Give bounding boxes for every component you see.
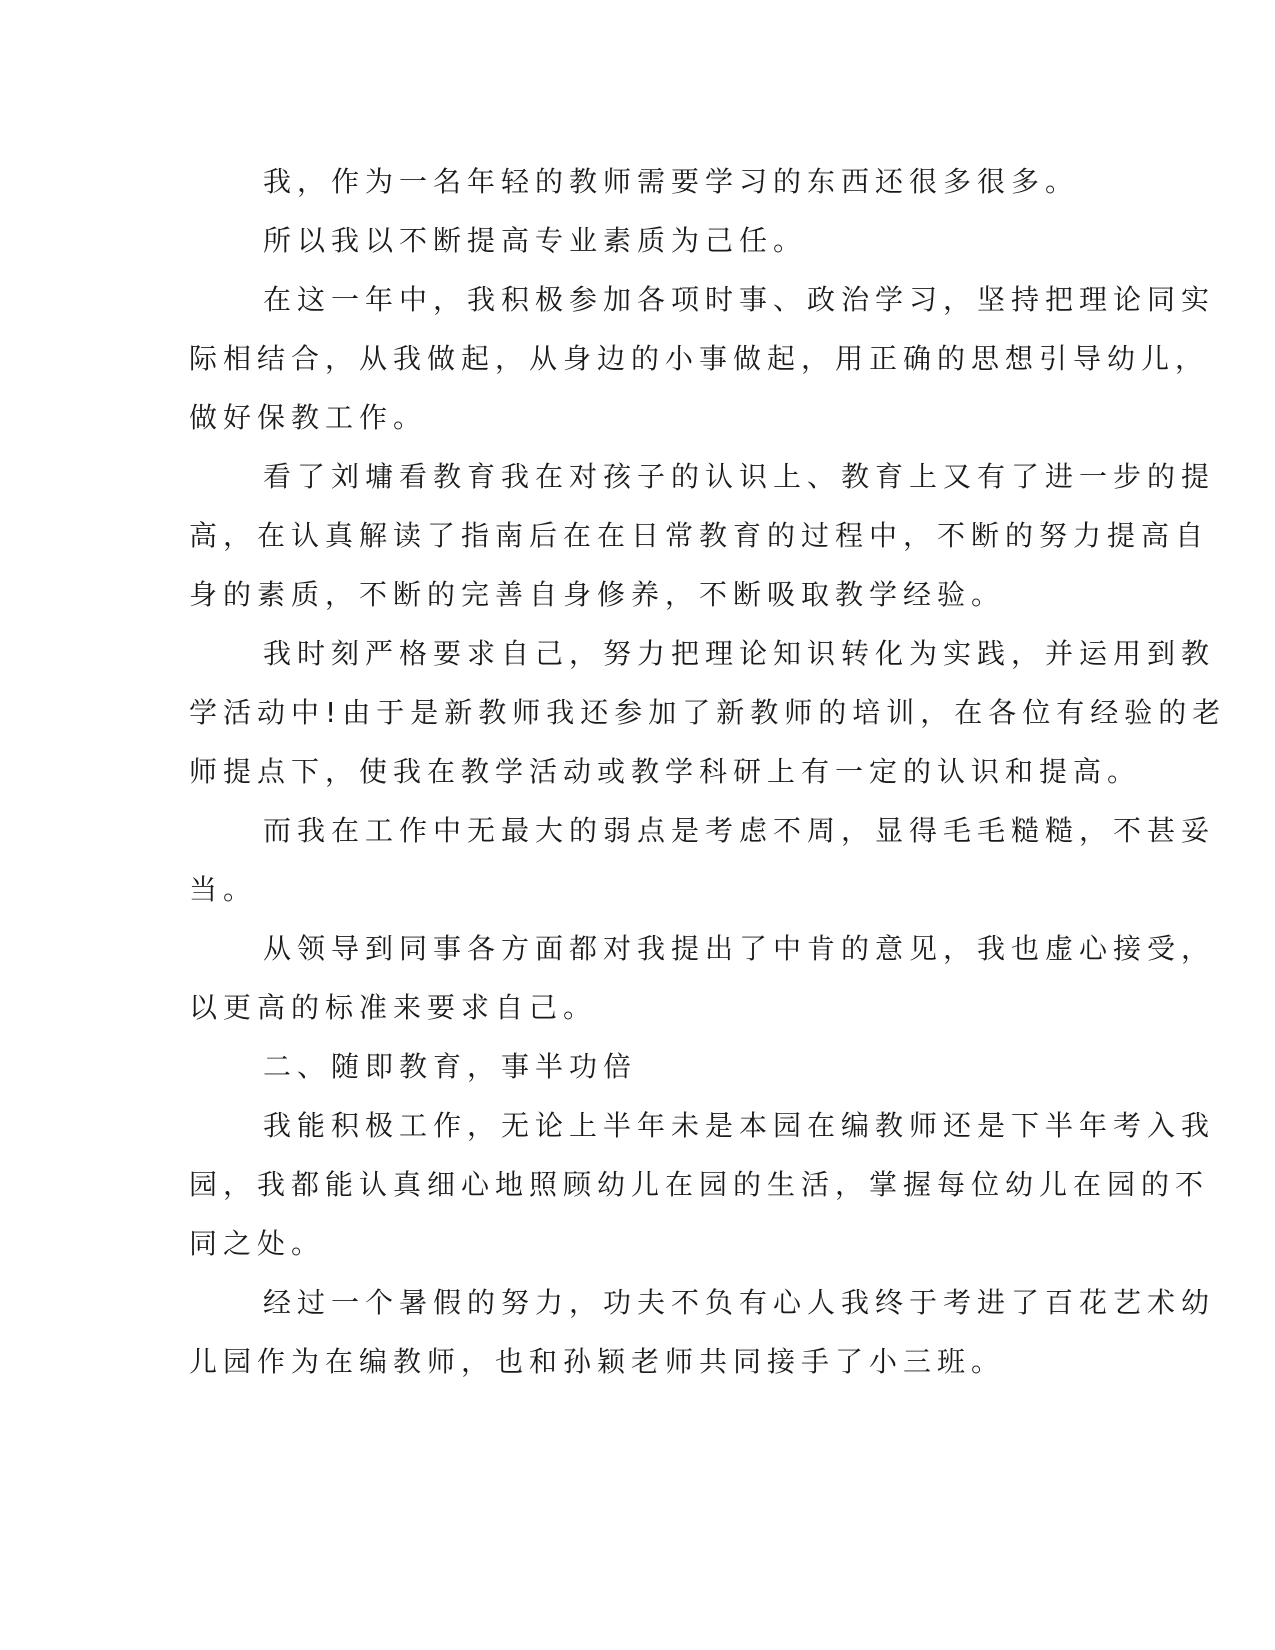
section-heading: 二、随即教育，事半功倍: [263, 1050, 638, 1083]
paragraph-line: 做好保教工作。: [189, 401, 428, 434]
paragraph-line: 所以我以不断提高专业素质为己任。: [263, 224, 808, 257]
paragraph-line: 师提点下，使我在教学活动或教学科研上有一定的认识和提高。: [189, 755, 1142, 788]
paragraph-line: 看了刘墉看教育我在对孩子的认识上、教育上又有了进一步的提: [263, 460, 1216, 493]
paragraph-line: 际相结合，从我做起，从身边的小事做起，用正确的思想引导幼儿，: [189, 342, 1210, 375]
paragraph-line: 而我在工作中无最大的弱点是考虑不周，显得毛毛糙糙，不甚妥: [263, 814, 1216, 847]
paragraph-line: 从领导到同事各方面都对我提出了中肯的意见，我也虚心接受，: [263, 932, 1216, 965]
paragraph-line: 经过一个暑假的努力，功夫不负有心人我终于考进了百花艺术幼: [263, 1286, 1216, 1319]
paragraph-line: 我时刻严格要求自己，努力把理论知识转化为实践，并运用到教: [263, 637, 1216, 670]
paragraph-line: 儿园作为在编教师，也和孙颖老师共同接手了小三班。: [189, 1345, 1006, 1378]
paragraph-line: 学活动中!由于是新教师我还参加了新教师的培训，在各位有经验的老: [189, 696, 1227, 729]
paragraph-line: 当。: [189, 873, 258, 906]
paragraph-line: 以更高的标准来要求自己。: [189, 991, 598, 1024]
paragraph-line: 园，我都能认真细心地照顾幼儿在园的生活，掌握每位幼儿在园的不: [189, 1168, 1210, 1201]
paragraph-line: 在这一年中，我积极参加各项时事、政治学习，坚持把理论同实: [263, 283, 1216, 316]
paragraph-line: 我能积极工作，无论上半年未是本园在编教师还是下半年考入我: [263, 1109, 1216, 1142]
paragraph-line: 我，作为一名年轻的教师需要学习的东西还很多很多。: [263, 165, 1080, 198]
paragraph-line: 同之处。: [189, 1227, 326, 1260]
paragraph-line: 身的素质，不断的完善自身修养，不断吸取教学经验。: [189, 578, 1006, 611]
paragraph-line: 高，在认真解读了指南后在在日常教育的过程中，不断的努力提高自: [189, 519, 1210, 552]
